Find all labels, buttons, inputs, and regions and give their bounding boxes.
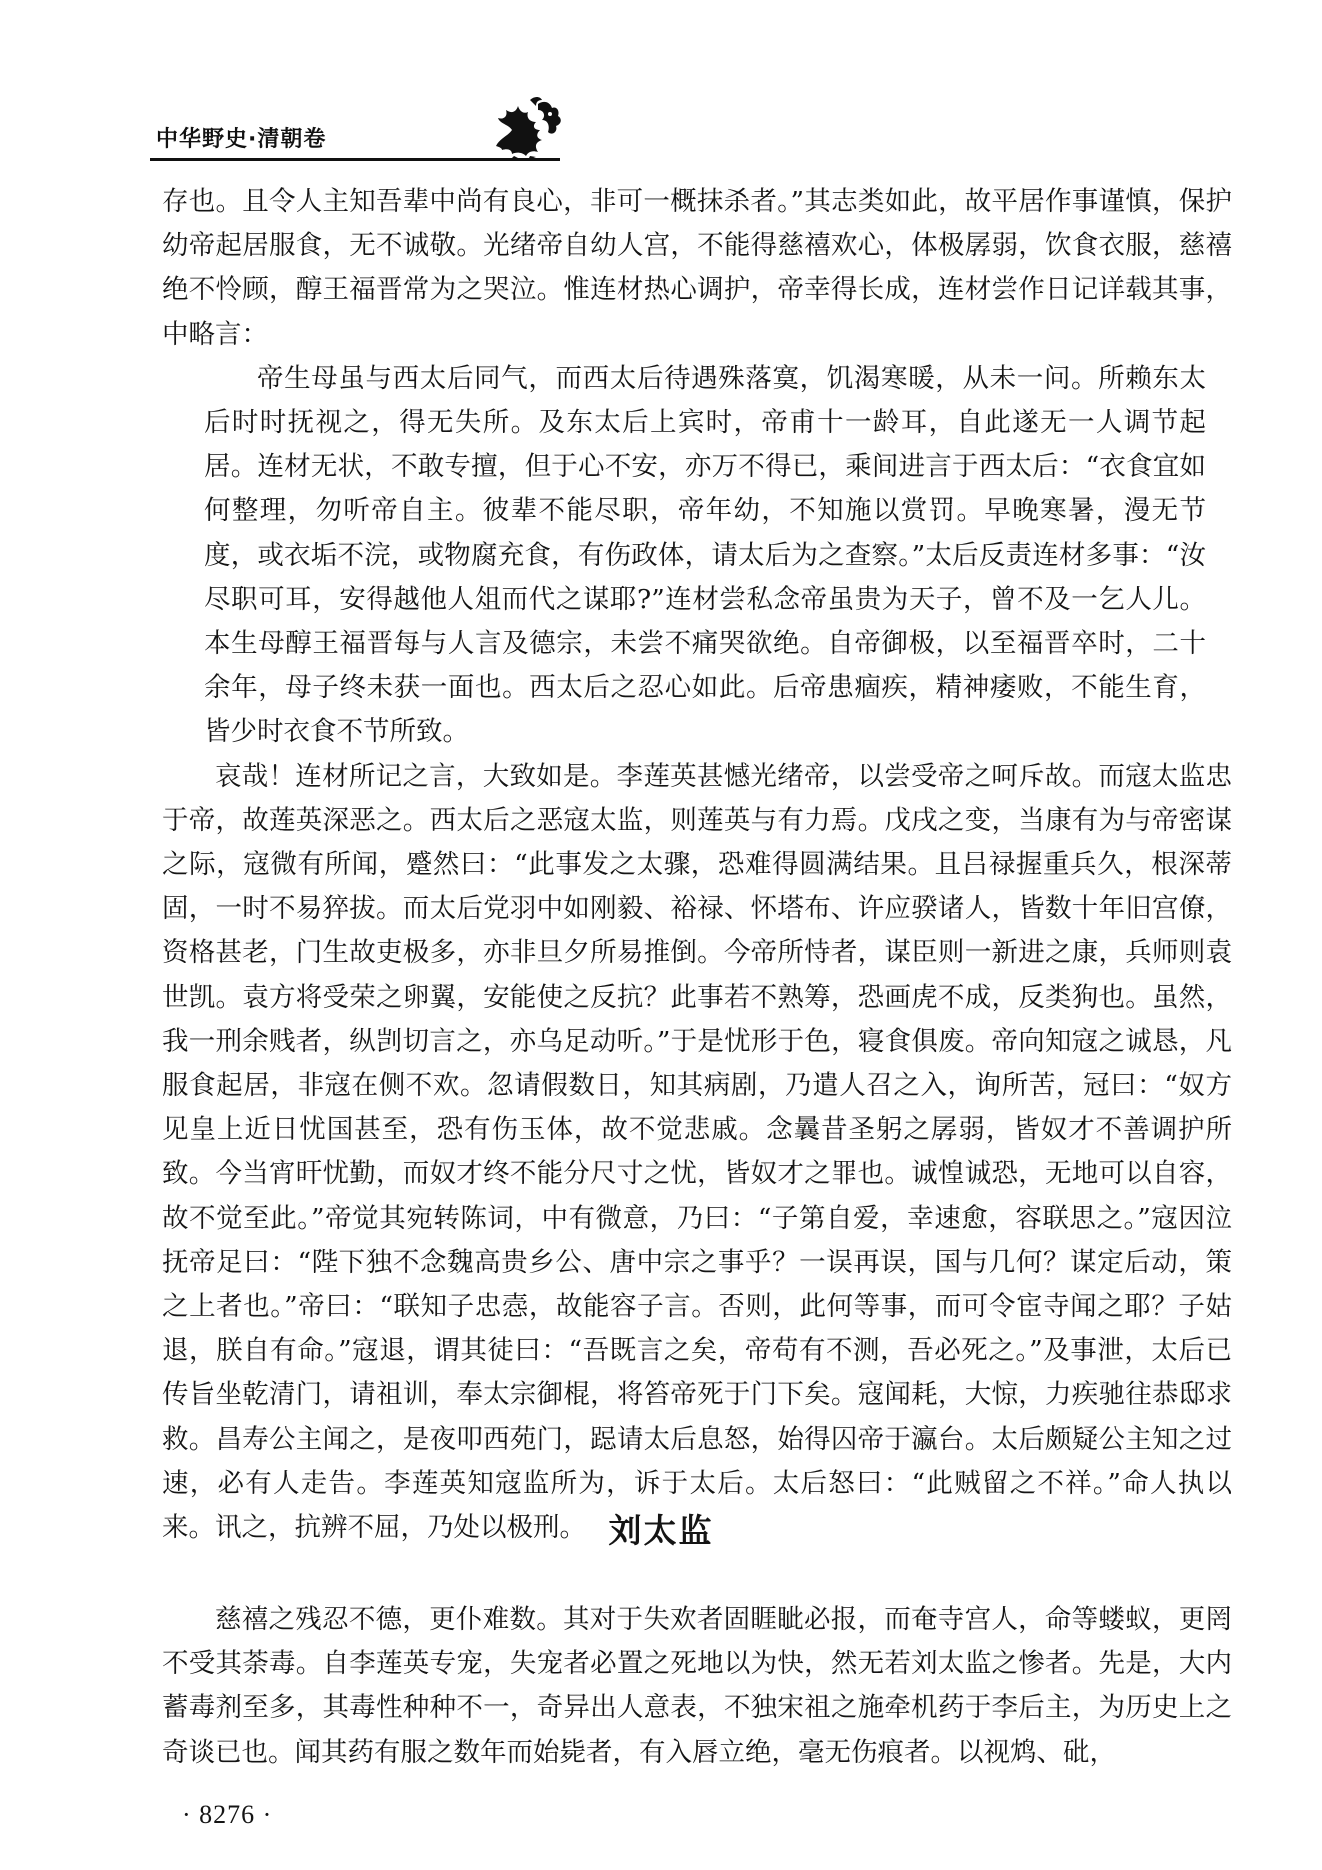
section-title: 刘太监 xyxy=(608,1511,714,1550)
book-title: 中华野史·清朝卷 xyxy=(156,127,327,152)
paragraph: 哀哉！连材所记之言，大致如是。李莲英甚憾光绪帝，以尝受帝之呵斥故。而寇太监忠于帝，故莲英深恶之。西太后之恶寇太监，则莲英与有力焉。戊戌之变，当康有为与帝密谋之际，寇微有所闻，蹙然曰：“此事发之太骤，恐难得圆满结果。且吕禄握重兵久，根深蒂固，一时不易猝拔。而太后党羽中如刚毅、裕禄、怀塔布、许应骙诸人，皆数十年旧宫僚，资格甚老，门生故吏极多，亦非旦夕所易推倒。今帝所恃者，谋臣则一新进之康，兵师则袁世凯。袁方将受荣之卵翼，安能使之反抗？此事若不熟筹，恐画虎不成，反类狗也。虽然，我一刑余贱者，纵剀切言之，亦乌足动听。”于是忧形于色，寝食俱废。帝向知寇之诚恳，凡服食起居，非寇在侧不欢。忽请假数日，知其病剧，乃遣人召之入，询所苦，冠曰：“奴方见皇上近日忧国甚至，恐有伤玉体，故不觉悲戚。念曩昔圣躬之孱弱，皆奴才不善调护所致。今当宵旰忧勤，而奴才终不能分尺寸之忧，皆奴才之罪也。诚惶诚恐，无地可以自容，故不觉至此。”帝觉其宛转陈词，中有微意，乃曰：“子第自爱，幸速愈，容联思之。”寇因泣抚帝足曰：“陛下独不念魏高贵乡公、唐中宗之事乎？一误再误，国与几何？谋定后动，策之上者也。”帝曰：“联知子忠悫，故能容子言。否则，此何等事，而可令宦寺闻之耶？子姑退，朕自有命。”寇退，谓其徒曰：“吾既言之矣，帝苟有不测，吾必死之。”及事泄，太后已传旨坐乾清门，请祖训，奉太宗御棍，将笞帝死于门下矣。寇闻耗，大惊，力疾驰往恭邸求救。昌寿公主闻之，是夜叩西苑门，跽请太后息怒，始得囚帝于瀛台。太后颇疑公主知之过速，必有人走告。李莲英知寇监所为，诉于太后。太后怒曰：“此贼留之不祥。”命人执以来。讯之，抗辨不屈，乃处以极刑。 xyxy=(162,760,1232,1544)
main-text xyxy=(162,180,1232,1550)
page-number: · 8276 · xyxy=(182,1800,273,1829)
dragon-icon xyxy=(490,94,564,160)
diary-quote: 帝生母虽与西太后同气，而西太后待遇殊落寞，饥渴寒暖，从未一问。所赖东太后时时抚视之，得无失所。及东太后上宾时，帝甫十一龄耳，自此遂无一人调节起居。连材无状，不敢专擅，但于心不安，亦万不得已，乘间进言于西太后：“衣食宜如何整理，勿听帝自主。彼辈不能尽职，帝年幼，不知施以赏罚。早晚寒暑，漫无节度，或衣垢不浣，或物腐充食，有伤政体，请太后为之查察。”太后反责连材多事：“汝尽职可耳，安得越他人俎而代之谋耶?”连材尝私念帝虽贵为天子，曾不及一乞人儿。本生母醇王福晋每与人言及德宗，未尝不痛哭欲绝。自帝御极，以至福晋卒时，二十余年，母子终未获一面也。西太后之忍心如此。后帝患痼疾，精神痿败，不能生育，皆少时衣食不节所致。 xyxy=(204,362,1206,748)
paragraph: 存也。且令人主知吾辈中尚有良心，非可一概抹杀者。”其志类如此，故平居作事谨慎，保护幼帝起居服食，无不诚敬。光绪帝自幼人宫，不能得慈禧欢心，体极孱弱，饮食衣服，慈禧绝不怜顾，醇王福晋常为之哭泣。惟连材热心调护，帝幸得长成，连材尝作日记详载其事，中略言： xyxy=(162,186,1232,350)
paragraph: 慈禧之残忍不德，更仆难数。其对于失欢者固睚眦必报，而奄寺宫人，命等蝼蚁，更罔不受其荼毒。自李莲英专宠，失宠者必置之死地以为快，然无若刘太监之惨者。先是，大内蓄毒剂至多，其毒性种种不一，奇异出人意表，不独宋祖之施牵机药于李后主，为历史上之奇谈已也。闻其药有服之数年而始毙者，有入唇立绝，毫无伤痕者。以视鸩、砒， xyxy=(162,1604,1232,1768)
section-text xyxy=(162,1598,1232,1775)
